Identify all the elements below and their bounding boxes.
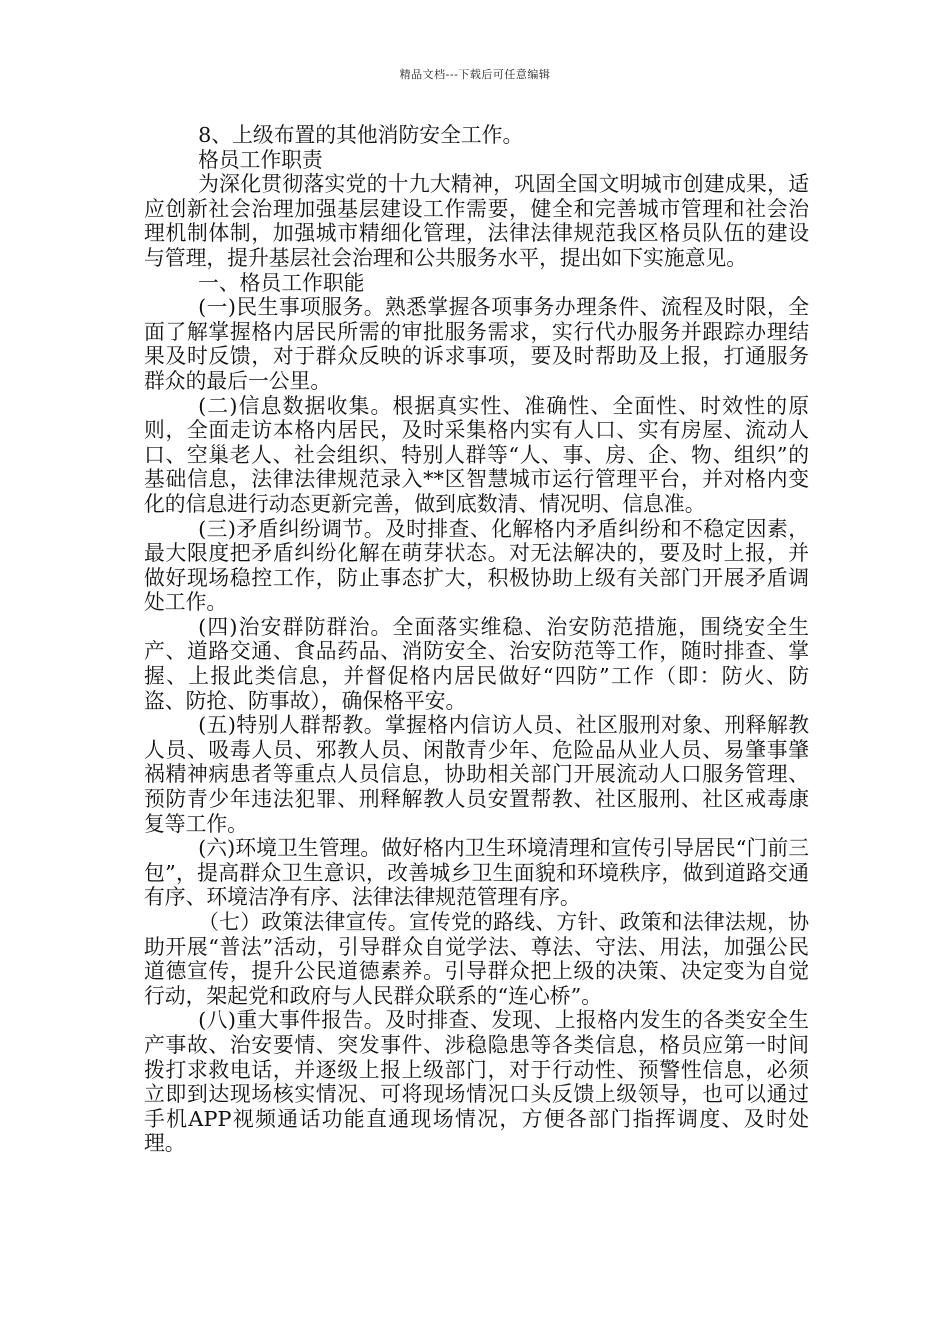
paragraph: (三)矛盾纠纷调节。及时排查、化解格内矛盾纠纷和不稳定因素，最大限度把矛盾纠纷化解在萌芽状态。对无法解决的，要及时上报，并做好现场稳控工作，防止事态扩大，积极协助上级有关部门开展矛盾调处工作。: [144, 516, 809, 615]
paragraph: (六)环境卫生管理。做好格内卫生环境清理和宣传引导居民“门前三包”，提高群众卫生意识，改善城乡卫生面貌和环境秩序，做到道路交通有序、环境洁净有序、法律法律规范管理有序。: [144, 836, 809, 910]
paragraph: (四)治安群防群治。全面落实维稳、治安防范措施，围绕安全生产、道路交通、食品药品、消防安全、治安防范等工作，随时排查、掌握、上报此类信息，并督促格内居民做好“四防”工作（即：防火、防盗、防抢、防事故），确保格平安。: [144, 614, 809, 713]
page-header: 精品文档---下载后可任意编辑: [399, 68, 551, 81]
paragraph: 8、上级布置的其他消防安全工作。: [198, 123, 524, 147]
document-body: [144, 123, 809, 1156]
paragraph: （七）政策法律宣传。宣传党的路线、方针、政策和法律法规，协助开展“普法”活动，引导群众自觉学法、尊法、守法、用法，加强公民道德宣传，提升公民道德素养。引导群众把上级的决策、决定变为自觉行动，架起党和政府与人民群众联系的“连心桥”。: [144, 910, 809, 1008]
paragraph: (二)信息数据收集。根据真实性、准确性、全面性、时效性的原则，全面走访本格内居民，及时采集格内实有人口、实有房屋、流动人口、空巢老人、社会组织、特别人群等“人、事、房、企、物、组织”的基础信息，法律法律规范录入**区智慧城市运行管理平台，并对格内变化的信息进行动态更新完善，做到底数清、情况明、信息准。: [144, 393, 809, 516]
section-heading: 格员工作职责: [198, 147, 323, 172]
paragraph: 为深化贯彻落实党的十九大精神，巩固全国文明城市创建成果，适应创新社会治理加强基层建设工作需要，健全和完善城市管理和社会治理机制体制，加强城市精细化管理，法律法律规范我区格员队伍的建设与管理，提升基层社会治理和公共服务水平，提出如下实施意见。: [144, 172, 809, 270]
section-heading: 一、格员工作职能: [198, 270, 365, 295]
paragraph: (五)特别人群帮教。掌握格内信访人员、社区服刑对象、刑释解教人员、吸毒人员、邪教人员、闲散青少年、危险品从业人员、易肇事肇祸精神病患者等重点人员信息，协助相关部门开展流动人口服务管理、预防青少年违法犯罪、刑释解教人员安置帮教、社区服刑、社区戒毒康复等工作。: [144, 713, 809, 836]
paragraph: (八)重大事件报告。及时排查、发现、上报格内发生的各类安全生产事故、治安要情、突发事件、涉稳隐患等各类信息，格员应第一时间拨打求救电话，并逐级上报上级部门，对于行动性、预警性信息，必须立即到达现场核实情况、可将现场情况口头反馈上级领导，也可以通过手机APP视频通话功能直通现场情况，方便各部门指挥调度、及时处理。: [144, 1008, 809, 1156]
paragraph: (一)民生事项服务。熟悉掌握各项事务办理条件、流程及时限，全面了解掌握格内居民所需的审批服务需求，实行代办服务并跟踪办理结果及时反馈，对于群众反映的诉求事项，要及时帮助及上报，打通服务群众的最后一公里。: [144, 295, 809, 393]
